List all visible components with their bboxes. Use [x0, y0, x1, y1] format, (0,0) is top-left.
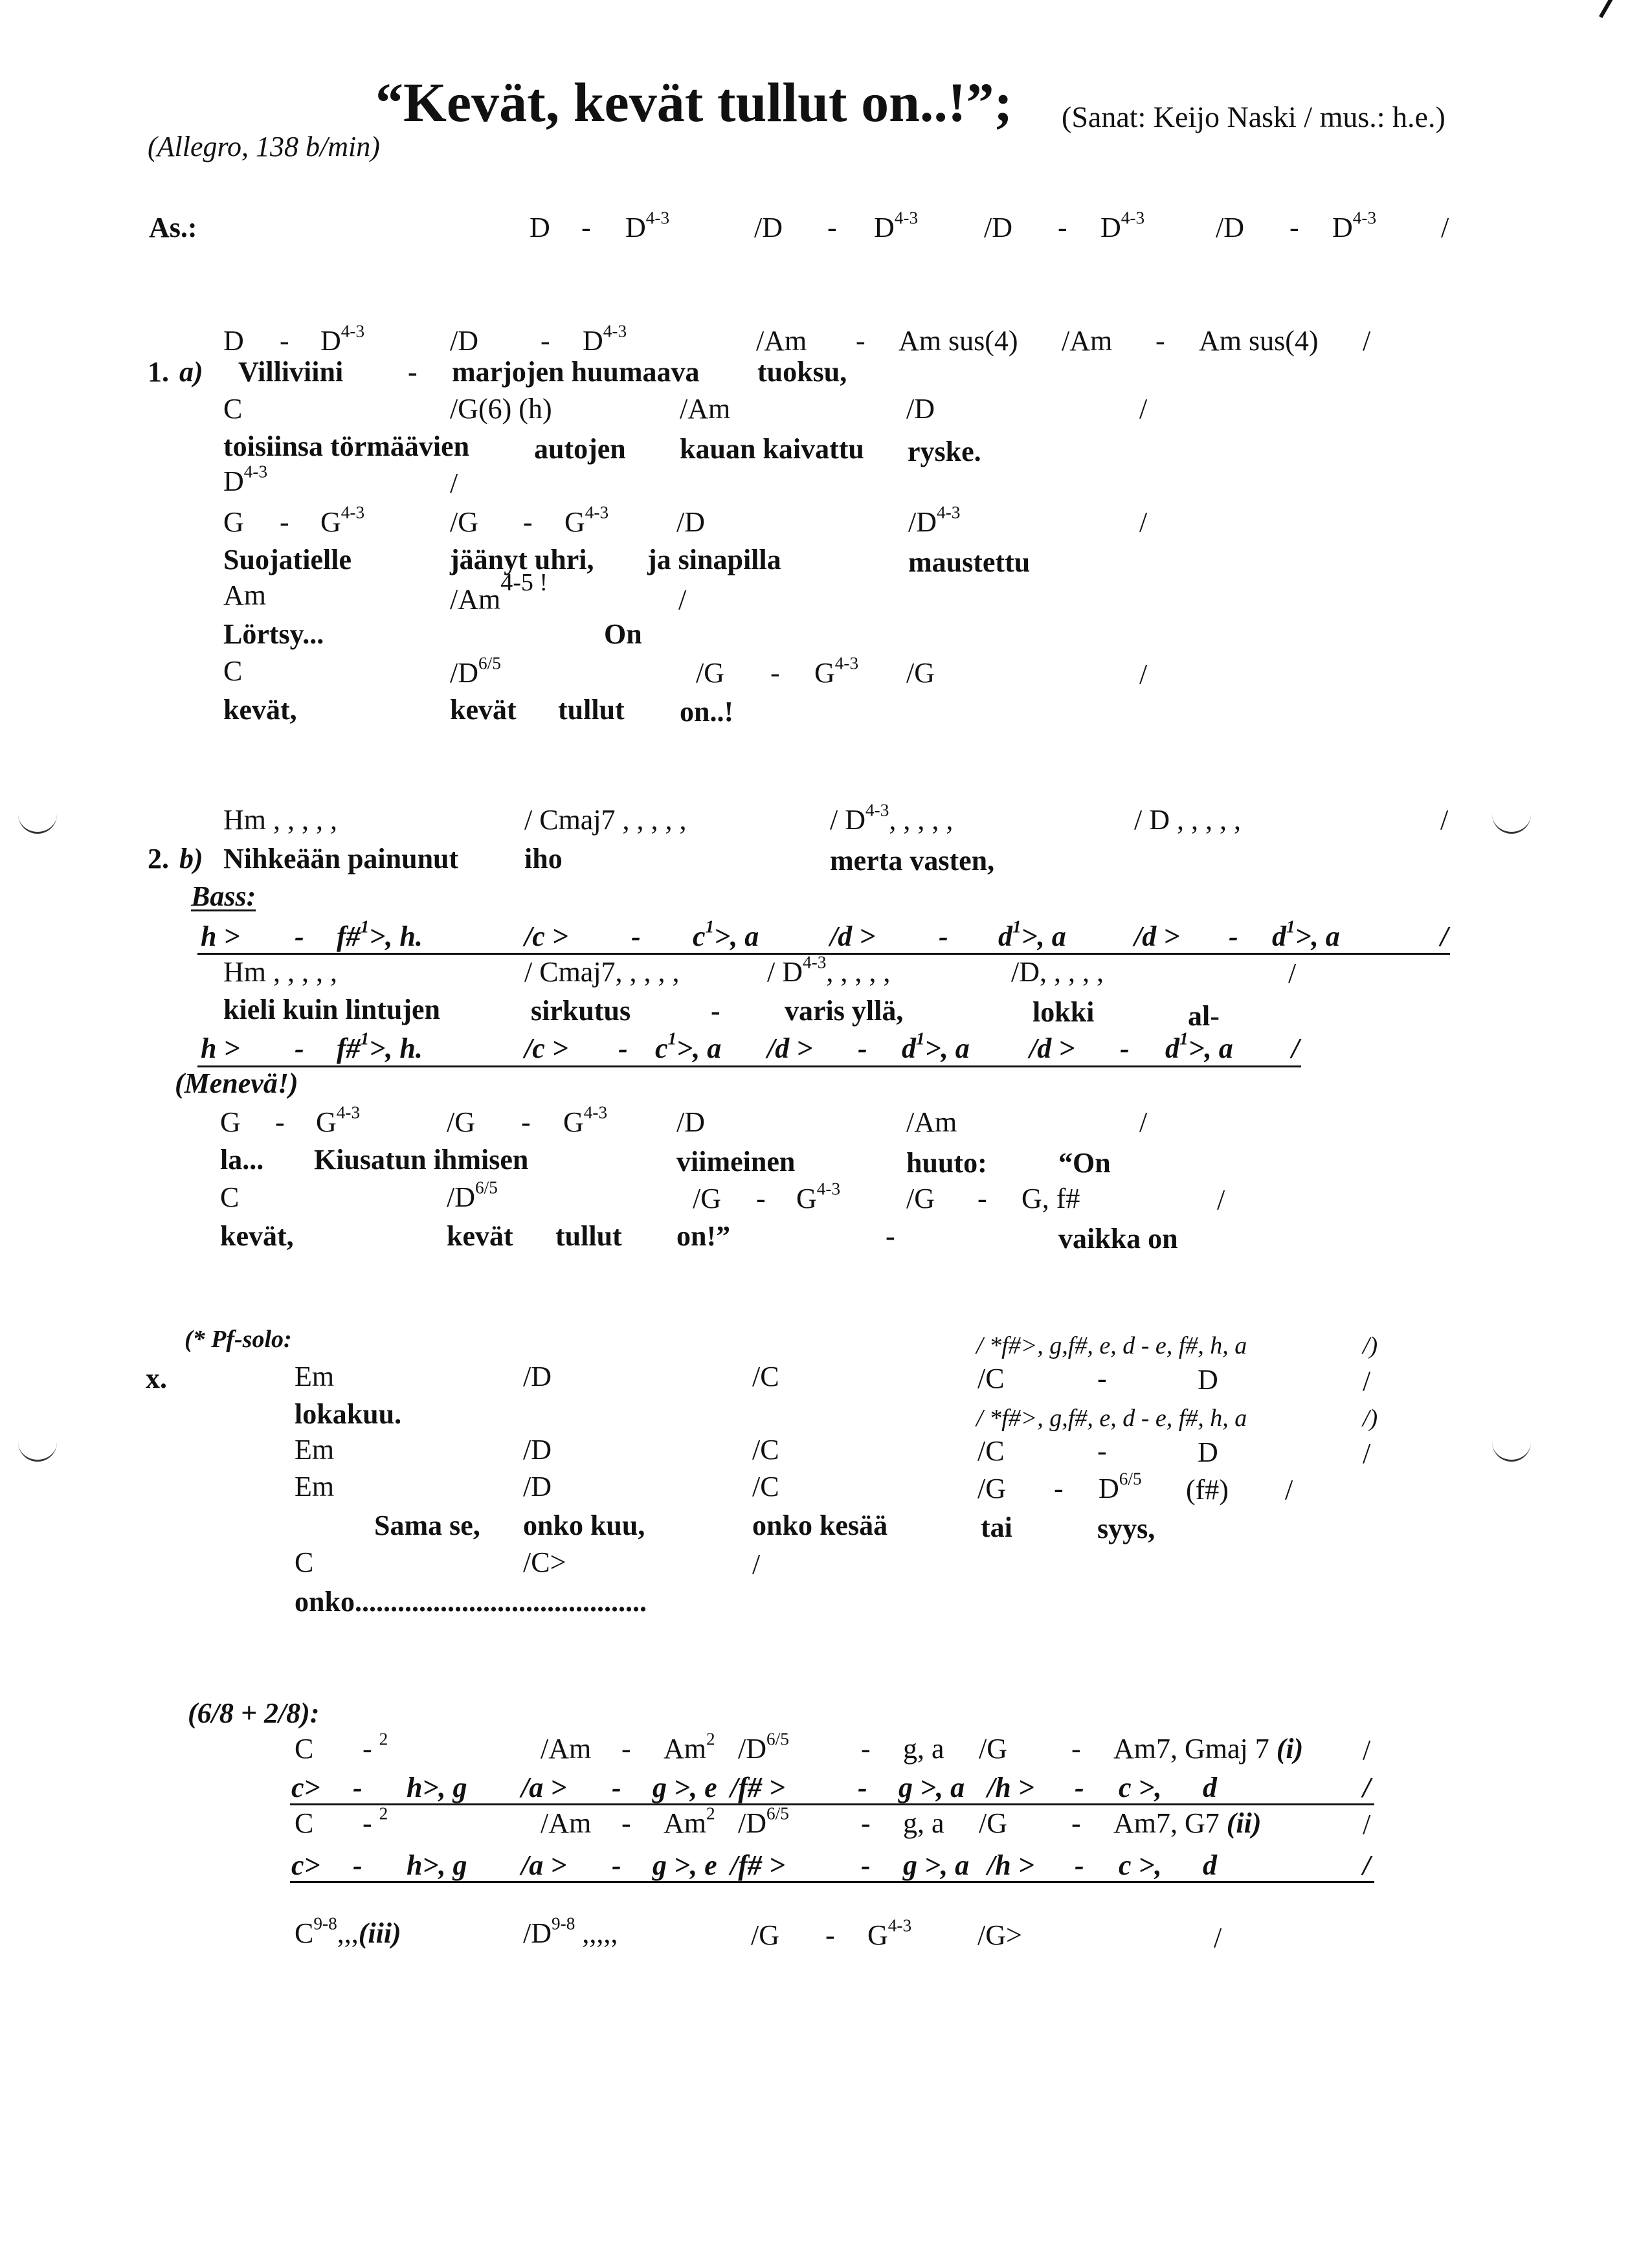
chord: /Am: [906, 1106, 957, 1138]
verse-number: 1.: [148, 356, 169, 388]
verse-sub-label: a): [179, 356, 203, 388]
bass-note: /c >: [524, 920, 568, 952]
bass-note: /d >: [1029, 1032, 1075, 1064]
bass-note: /d >: [1134, 920, 1180, 952]
bass-note: c>: [291, 1772, 320, 1803]
chord: $G^{4-3}$: [867, 1915, 912, 1951]
lyric: -: [408, 356, 418, 388]
dash: -: [827, 212, 837, 243]
bar-line: /): [1363, 1405, 1378, 1432]
dash: -: [280, 506, 289, 538]
solo-line: / *f#>, g,f#, e, d - e, f#, h, a: [976, 1332, 1247, 1359]
chord: Am$^2$: [664, 1803, 715, 1839]
chord: G: [220, 1106, 241, 1138]
dash: -: [353, 1772, 363, 1803]
chord: /G: [693, 1183, 721, 1214]
chord: / Cmaj7 , , , , ,: [524, 804, 687, 836]
chord: /G: [751, 1919, 779, 1951]
punch-hole-mark: [1492, 1440, 1531, 1462]
chord: /G: [906, 657, 935, 689]
chord: Am sus(4): [899, 325, 1018, 357]
lyric: marjojen huumaava: [452, 356, 700, 388]
chord: g, a: [903, 1733, 944, 1765]
chord: /C: [977, 1435, 1005, 1467]
scan-edge-mark: [1599, 0, 1631, 18]
lyric: varis yllä,: [785, 995, 904, 1027]
chord: /C: [752, 1471, 779, 1502]
lyric: kevät: [450, 694, 517, 726]
dash: -: [861, 1849, 871, 1881]
lyric: Kiusatun ihmisen: [314, 1144, 529, 1176]
dash: -: [612, 1772, 621, 1803]
chord: /Am: [541, 1733, 592, 1765]
chord: Am7, Gmaj 7 (i): [1113, 1733, 1304, 1765]
chord: Em: [295, 1361, 335, 1392]
chord: $/D^{6/5}$: [738, 1803, 789, 1839]
chord: /G: [979, 1733, 1007, 1765]
lyric: onko.........................................: [295, 1586, 647, 1618]
solo-note-f-sharp: f#: [1001, 1332, 1021, 1359]
dash: -: [581, 212, 591, 243]
lyric: -: [886, 1220, 895, 1252]
lyric: tullut: [558, 694, 625, 726]
bar-line: /: [1441, 212, 1449, 243]
lyric: merta vasten,: [830, 845, 995, 876]
dash: -: [612, 1849, 621, 1881]
chord: /C: [977, 1363, 1005, 1394]
bass-note: /a >: [521, 1849, 567, 1881]
chord: /D: [523, 1361, 552, 1392]
dash: -: [825, 1919, 835, 1951]
bass-note: f#$^1$>, h.: [337, 1029, 423, 1064]
lyric: toisiinsa törmäävien: [223, 430, 470, 462]
lyric: On: [604, 618, 642, 650]
lyric: Villiviini: [238, 356, 344, 388]
bass-note: c >,: [1119, 1772, 1162, 1803]
credits: (Sanat: Keijo Naski / mus.: h.e.): [1062, 100, 1446, 133]
chord: / D , , , , ,: [1134, 804, 1241, 836]
chord: / Cmaj7, , , , ,: [524, 956, 680, 988]
section-label: x.: [146, 1363, 167, 1394]
chord: $G^{4-3}$: [316, 1102, 361, 1138]
chord: $D^{4-3}$: [874, 208, 919, 243]
chord: D: [1198, 1364, 1218, 1396]
dash: - $^2$: [363, 1729, 388, 1765]
lyric: Nihkeään painunut: [223, 843, 459, 875]
bass-note: /f# >: [730, 1849, 785, 1881]
dash: -: [353, 1849, 363, 1881]
dash: -: [295, 1032, 304, 1064]
bass-note: $d^1>$, a: [1272, 917, 1340, 952]
performance-direction: (Menevä!): [175, 1067, 298, 1099]
chord: / $D^{4-3}$, , , , ,: [830, 800, 954, 836]
bar-line: /: [678, 584, 687, 616]
bass-label: Bass:: [191, 880, 256, 912]
dash: -: [295, 920, 304, 952]
lyric: Lörtsy...: [223, 618, 324, 650]
chord: /G: [906, 1183, 935, 1214]
dash: -: [1071, 1733, 1081, 1765]
chord: $G^{4-3}$: [814, 653, 859, 689]
chord: $/D^{4-3}$: [908, 502, 961, 538]
dash: -: [858, 1032, 867, 1064]
solo-line: / *f#>, g,f#, e, d - e, f#, h, a: [976, 1405, 1247, 1432]
bar-line: /: [1139, 393, 1148, 425]
song-title: “Kevät, kevät tullut on..!”;: [375, 71, 1013, 133]
chord: C: [295, 1733, 314, 1765]
chord: /G: [696, 657, 724, 689]
chord: /D: [676, 1106, 705, 1138]
chord: Em: [295, 1471, 335, 1502]
solo-note-f-sharp: f#: [1001, 1405, 1021, 1432]
dash: -: [1075, 1772, 1084, 1803]
bar-line: /: [1214, 1922, 1222, 1954]
chord: $D^{6/5}$: [1099, 1469, 1142, 1504]
dash: -: [621, 1733, 631, 1765]
dash: -: [275, 1106, 285, 1138]
chord: / $D^{4-3}$, , , , ,: [767, 952, 891, 988]
tempo-marking: (Allegro, 138 b/min): [148, 131, 380, 162]
verse-number: 2.: [148, 843, 169, 875]
bass-note: d: [1203, 1849, 1217, 1881]
bar-line: /: [1363, 1809, 1371, 1840]
lyric: maustettu: [908, 546, 1031, 578]
chord: C: [223, 655, 243, 687]
dash: -: [541, 325, 550, 357]
bass-note: $c^1>$, a: [655, 1029, 722, 1064]
bass-note: g >, e: [653, 1849, 717, 1881]
lyric: la...: [220, 1144, 264, 1176]
bar-line: /: [1363, 325, 1371, 357]
bass-note: /c >: [524, 1032, 568, 1064]
bar-line: /): [1363, 1332, 1378, 1359]
bass-note: g >, a: [903, 1849, 970, 1881]
bar-line: /: [1363, 1849, 1371, 1881]
chord: Em: [295, 1434, 335, 1466]
lyric: onko kuu,: [523, 1510, 645, 1541]
bass-staff-line: [197, 1065, 1301, 1067]
lyric: tai: [981, 1511, 1012, 1543]
chord: /Am: [680, 393, 731, 425]
chord: (f#): [1186, 1474, 1229, 1506]
lyric: viimeinen: [676, 1146, 796, 1177]
dash: -: [756, 1183, 766, 1214]
bar-line: /: [1288, 957, 1297, 989]
dash: -: [1229, 920, 1238, 952]
lyric: onko kesää: [752, 1510, 888, 1541]
bass-note: $c^1>$, a: [693, 917, 759, 952]
chord: /Am: [756, 325, 807, 357]
bass-note: $d^1>$, a: [902, 1029, 970, 1064]
chord: $/D^{6/5}$: [450, 653, 501, 689]
chord: /D: [906, 393, 935, 425]
verse-sub-label: b): [179, 843, 203, 875]
lyric: kevät,: [223, 694, 297, 726]
punch-hole-mark: [18, 1440, 57, 1462]
bass-staff-line: [290, 1881, 1374, 1883]
bass-note: c>: [291, 1849, 320, 1881]
lyric: iho: [524, 843, 563, 875]
dash: -: [621, 1807, 631, 1839]
bar-line: /: [1440, 920, 1449, 952]
lyric: vaikka on: [1058, 1223, 1178, 1254]
dash: -: [770, 657, 780, 689]
chord: /G: [979, 1807, 1007, 1839]
meter-marking: (6/8 + 2/8):: [188, 1697, 320, 1729]
chord: $D^{4-3}$: [223, 462, 268, 497]
lyric: autojen: [534, 433, 626, 465]
bar-line: /: [1363, 1772, 1371, 1803]
dash: -: [523, 506, 533, 538]
chord: Am: [223, 579, 266, 611]
chord: /D, , , , ,: [1011, 956, 1104, 988]
dash: -: [280, 325, 289, 357]
chord: D: [223, 325, 244, 357]
lyric: Suojatielle: [223, 544, 352, 575]
lyric: on..!: [680, 696, 734, 728]
chord: $D^{4-3}$: [583, 321, 627, 357]
chord: /C: [752, 1434, 779, 1466]
lyric: “On: [1058, 1147, 1111, 1179]
lyric: syys,: [1097, 1513, 1155, 1544]
lyric: jäänyt uhri,: [450, 544, 594, 575]
chord: $D^{4-3}$: [625, 208, 670, 243]
chord: /C>: [523, 1546, 566, 1578]
lyric: al-: [1188, 1000, 1220, 1032]
chord: D: [1198, 1436, 1218, 1468]
bar-line: /: [1285, 1474, 1293, 1506]
chord: $D^{4-3}$: [1332, 208, 1377, 243]
chord: $G^{4-3}$: [320, 502, 365, 538]
chord: Hm , , , , ,: [223, 804, 337, 836]
dash: -: [861, 1807, 871, 1839]
dash: -: [858, 1772, 867, 1803]
bar-line: /: [1139, 658, 1148, 690]
chord: C: [220, 1181, 240, 1213]
bass-note: h >: [201, 1032, 240, 1064]
dash: -: [618, 1032, 628, 1064]
bass-staff-line: [290, 1803, 1374, 1805]
bass-note: $d^1>$, a: [1165, 1029, 1233, 1064]
bass-note: /d >: [830, 920, 876, 952]
dash: -: [1289, 212, 1299, 243]
lyric: Sama se,: [374, 1510, 480, 1541]
chord: /G: [977, 1473, 1006, 1504]
bass-note: $d^1>$, a: [998, 917, 1066, 952]
chord: G: [223, 506, 244, 538]
bar-line: /: [752, 1548, 761, 1580]
dash: -: [1075, 1849, 1084, 1881]
lyric: huuto:: [906, 1147, 987, 1179]
chord: /C: [752, 1361, 779, 1392]
dash: -: [977, 1183, 987, 1214]
chord: $G^{4-3}$: [563, 1102, 608, 1138]
lyric: on!”: [676, 1220, 731, 1252]
chord: /D: [450, 325, 478, 357]
lyric: ryske.: [908, 436, 981, 467]
dash: -: [1120, 1032, 1130, 1064]
chord: C: [223, 393, 243, 425]
chord: /D: [523, 1434, 552, 1466]
chord: /Am: [541, 1807, 592, 1839]
chord: /D: [984, 212, 1012, 243]
dash: -: [1155, 325, 1165, 357]
lyric: sirkutus: [531, 995, 631, 1027]
chord: D: [530, 212, 550, 243]
bar-line: /: [1440, 804, 1449, 836]
bass-note: /h >: [987, 1849, 1034, 1881]
chord: C: [295, 1546, 314, 1578]
dash: - $^2$: [363, 1803, 388, 1839]
bass-note: /f# >: [730, 1772, 785, 1803]
lyric: lokakuu.: [295, 1398, 402, 1430]
pf-solo-label: (* Pf-solo:: [184, 1326, 292, 1353]
bass-note: /d >: [767, 1032, 813, 1064]
dash: -: [939, 920, 948, 952]
bass-note: h >: [201, 920, 240, 952]
chord: /Am: [1062, 325, 1113, 357]
dash: -: [1097, 1363, 1107, 1394]
dash: -: [631, 920, 641, 952]
chord: /D: [1216, 212, 1244, 243]
chord: /G: [447, 1106, 475, 1138]
dash: -: [856, 325, 865, 357]
dash: -: [1054, 1473, 1064, 1504]
chord: $D^{4-3}$: [1100, 208, 1145, 243]
bass-note: d: [1203, 1772, 1217, 1803]
bass-note: /h >: [987, 1772, 1034, 1803]
bass-note: c >,: [1119, 1849, 1162, 1881]
bar-line: /: [1217, 1184, 1225, 1216]
bass-note: h>, g: [407, 1772, 467, 1803]
bar-line: /: [1363, 1734, 1371, 1766]
bar-line: /: [1139, 506, 1148, 538]
chord: Am sus(4): [1199, 325, 1319, 357]
bar-line: /: [1363, 1438, 1371, 1469]
chord: /D: [676, 506, 705, 538]
chord: $/Am^{4-5 !}$: [450, 569, 548, 616]
bar-line: /: [1363, 1365, 1371, 1397]
bass-note: h>, g: [407, 1849, 467, 1881]
lyric: ja sinapilla: [647, 544, 781, 575]
dash: -: [1071, 1807, 1081, 1839]
bass-note: /a >: [521, 1772, 567, 1803]
dash: -: [1058, 212, 1067, 243]
bar-line: /: [1291, 1032, 1300, 1064]
chord: $G^{4-3}$: [796, 1179, 841, 1214]
chord: /G: [450, 506, 478, 538]
dash: -: [1097, 1435, 1107, 1467]
lyric: -: [711, 995, 720, 1027]
chord: /G(6) (h): [450, 393, 552, 425]
lyric: tullut: [555, 1220, 622, 1252]
lyric: kieli kuin lintujen: [223, 994, 441, 1025]
chord: /G>: [977, 1919, 1022, 1951]
chord: G, f#: [1021, 1183, 1080, 1214]
punch-hole-mark: [18, 812, 57, 834]
chord: /D: [754, 212, 783, 243]
chord: $/D^{9-8}$ ,,,,,: [523, 1913, 618, 1949]
lyric: kevät,: [220, 1220, 294, 1252]
intro-label: As.:: [149, 212, 197, 243]
chord: $/D^{6/5}$: [447, 1177, 498, 1213]
lyric: kevät: [447, 1220, 513, 1252]
dash: -: [861, 1733, 871, 1765]
dash: -: [521, 1106, 531, 1138]
bass-note: g >, e: [653, 1772, 717, 1803]
chord: C: [295, 1807, 314, 1839]
chord: $G^{4-3}$: [564, 502, 609, 538]
chord: $/D^{6/5}$: [738, 1729, 789, 1765]
bass-note: g >, a: [899, 1772, 965, 1803]
chord: Hm , , , , ,: [223, 956, 337, 988]
chord: $C^{9-8},,,(iii)$: [295, 1913, 401, 1949]
bar-line: /: [450, 467, 458, 499]
lyric: lokki: [1032, 996, 1095, 1028]
chord: /D: [523, 1471, 552, 1502]
bar-line: /: [1139, 1106, 1148, 1138]
lyric: tuoksu,: [757, 356, 847, 388]
lyric: kauan kaivattu: [680, 433, 864, 465]
chord: g, a: [903, 1807, 944, 1839]
chord: Am7, G7 (ii): [1113, 1807, 1262, 1839]
punch-hole-mark: [1492, 812, 1531, 834]
chord: $D^{4-3}$: [320, 321, 365, 357]
chord: Am$^2$: [664, 1729, 715, 1765]
bass-note: f#$^1$>, h.: [337, 917, 423, 952]
